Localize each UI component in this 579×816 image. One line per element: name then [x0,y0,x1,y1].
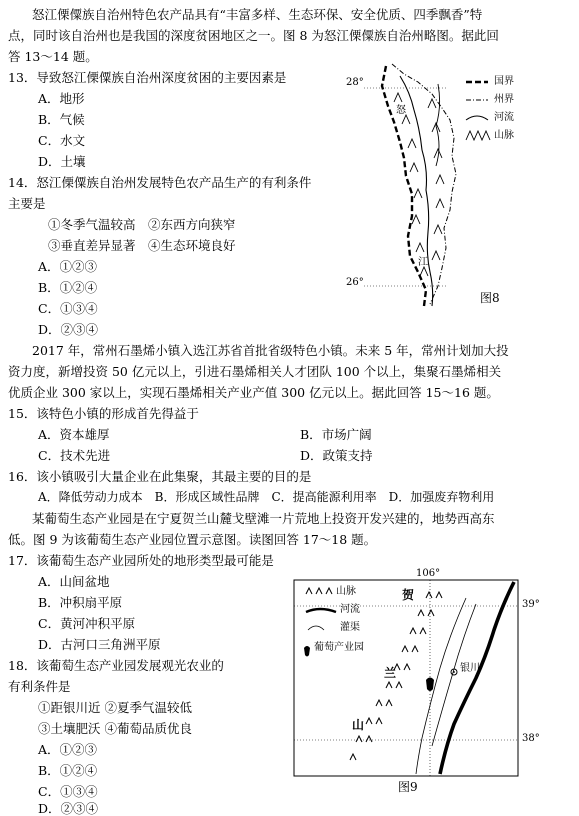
q14-option-d: D．②③④ [38,322,99,337]
q13-option-a: A．地形 [38,91,85,106]
q17-option-d: D．古河口三角洲平原 [38,637,161,652]
fig8-label-nu: 怒 [396,105,406,116]
q15-option-b: B．市场广阔 [300,427,372,442]
fig9-lon-106: 106° [416,568,441,579]
q17-option-b: B．冲积扇平原 [38,595,123,610]
q14-option-a: A．①②③ [38,259,98,274]
intro2-line2: 资力度，新增投资 50 亿元以上，引进石墨烯相关人才团队 100 个以上，集聚石墨烯相关 [8,364,502,379]
q16-stem: 16．该小镇吸引大量企业在此集聚，其最主要的目的是 [8,469,312,484]
fig8-legend-mountain: 山脉 [494,130,514,141]
q13-option-d: D．土壤 [38,154,86,169]
intro3-line1: 某葡萄生态产业园是在宁夏贺兰山麓戈壁滩一片荒地上投资开发兴建的，地势西高东 [32,511,495,526]
q15-option-c: C．技术先进 [38,448,111,463]
q17-option-a: A．山间盆地 [38,574,110,589]
fig8-label-jiang: 江 [418,257,428,268]
q14-stem-line2: 主要是 [8,196,46,211]
fig8-legend-river: 河流 [494,112,514,123]
q13-option-c: C．水文 [38,133,86,148]
fig9-legend-mountain: 山脉 [336,586,356,597]
q18-stem-line2: 有利条件是 [8,679,71,694]
q18-option-d: D．②③④ [38,801,99,816]
q17-stem: 17．该葡萄生态产业园所处的地形类型最可能是 [8,553,274,568]
fig9-label-he: 贺 [402,588,415,602]
q14-option-b: B．①②④ [38,280,98,295]
fig9-lat-38: 38° [522,733,540,744]
q18-option-b: B．①②④ [38,763,98,778]
intro3-line2: 低。图 9 为该葡萄生态产业园位置示意图。读图回答 17～18 题。 [8,532,377,547]
q13-option-b: B．气候 [38,112,85,127]
fig8-legend-prefecture: 州界 [494,94,514,105]
q16-options: A．降低劳动力成本 B．形成区域性品牌 C．提高能源利用率 D．加强废弃物利用 [38,490,495,504]
fig9-legend-park: 葡萄产业园 [314,642,364,653]
fig9-label-lan: 兰 [384,666,397,680]
q15-option-a: A．资本雄厚 [38,427,110,442]
q14-statements-1: ①冬季气温较高 ②东西方向狭窄 [48,217,236,232]
q15-option-d: D．政策支持 [300,448,373,463]
q14-stem-line1: 14．怒江傈僳族自治州发展特色农产品生产的有利条件 [8,175,312,190]
fig9-label-shan: 山 [352,718,365,732]
figure-8-map [338,58,560,312]
intro1-line3: 答 13～14 题。 [8,49,98,64]
intro1-line2: 点，同时该自治州也是我国的深度贫困地区之一。图 8 为怒江傈僳族自治州略图。据此回 [8,28,499,43]
fig9-legend-river: 河流 [340,604,360,615]
q13-stem: 13．导致怒江傈僳族自治州深度贫困的主要因素是 [8,70,287,85]
q14-statements-2: ③垂直差异显著 ④生态环境良好 [48,238,236,253]
q14-option-c: C．①③④ [38,301,98,316]
q18-statements-2: ③土壤肥沃 ④葡萄品质优良 [38,721,192,736]
intro2-line1: 2017 年，常州石墨烯小镇入选江苏省首批省级特色小镇。未来 5 年，常州计划加大投 [32,343,509,358]
fig8-lat-26: 26° [346,277,364,288]
intro2-line3: 优质企业 300 家以上，实现石墨烯相关产业产值 300 亿元以上。据此回答 15～16 题。 [8,385,499,400]
fig8-caption: 图8 [480,291,500,305]
fig9-legend-canal: 灌渠 [340,622,360,633]
figure-9-map [290,568,574,800]
fig9-city-yinchuan: 银川 [460,663,480,674]
q18-option-c: C．①③④ [38,784,98,799]
fig9-caption: 图9 [398,780,418,794]
fig9-lat-39: 39° [522,599,540,610]
fig8-lat-28: 28° [346,77,364,88]
q18-option-a: A．①②③ [38,742,98,757]
q15-stem: 15．该特色小镇的形成首先得益于 [8,406,199,421]
q17-option-c: C．黄河冲积平原 [38,616,136,631]
fig8-legend-border: 国界 [494,76,514,87]
q18-statements-1: ①距银川近 ②夏季气温较低 [38,700,192,715]
intro1-line1: 怒江傈僳族自治州特色农产品具有“丰富多样、生态环保、安全优质、四季飘香”特 [32,7,483,22]
q18-stem-line1: 18．该葡萄生态产业园发展观光农业的 [8,658,224,673]
